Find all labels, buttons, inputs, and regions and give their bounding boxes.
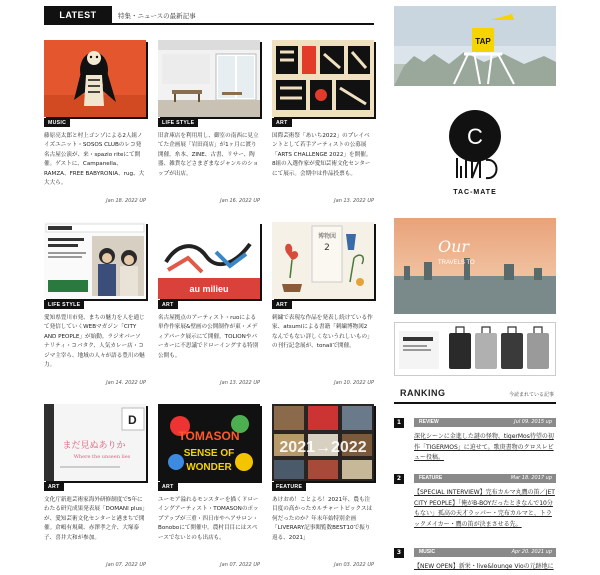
article-card[interactable] <box>272 404 374 568</box>
rank-category-bar[interactable] <box>414 548 556 557</box>
category-label[interactable]: FEATURE <box>272 482 306 491</box>
article-thumbnail[interactable] <box>158 40 260 117</box>
rank-number: 2 <box>394 474 404 484</box>
article-description[interactable]: 名古屋拠点のアーティスト・ruoによる単作作家展&壁画の公開制作が東・メディアパーク展示にて開催。TOLIONやパーカーに不思議でドローイングする特別公開も。 <box>158 315 259 359</box>
article-description[interactable]: 旧倉庫店を利用用し、御室の南西に見立てた企画展「岩田商店」が1ヶ月に渡り開催。糸本、ZINE、古書、リサー、陶器、雑貨などさまざまなジャンルのショップが出店。 <box>158 133 259 177</box>
svg-text:2021→2022: 2021→2022 <box>279 439 367 456</box>
latest-header <box>44 6 374 24</box>
rank-date: Jul 09. 2015 up <box>514 419 552 425</box>
svg-text:au milieu: au milieu <box>189 284 229 294</box>
article-thumbnail[interactable] <box>44 222 146 299</box>
svg-text:Where the unseen lies: Where the unseen lies <box>73 454 131 460</box>
tap-banner[interactable] <box>394 6 556 86</box>
rank-date: Mar 18. 2017 up <box>510 475 552 481</box>
rank-category[interactable]: MUSIC <box>419 549 436 555</box>
svg-text:SENSE OF: SENSE OF <box>183 448 235 459</box>
rank-category[interactable]: FEATURE <box>419 475 443 481</box>
article-card[interactable] <box>272 40 374 204</box>
article-description[interactable]: 国際芸術祭「あいち2022」のプレイベントとして若手アーティストの公募展「ARTS CHALLENGE 2022」を開催。8組の入選作家が愛知芸術文化センターにて展示。会期中は作品投票も。 <box>272 133 372 177</box>
article-date: Jan 07. 2022 UP <box>106 562 146 568</box>
rank-article-link[interactable]: 【NEW OPEN】新栄・live&lounge Vioの元跡地に <box>414 563 554 570</box>
category-label[interactable]: LIFE STYLE <box>158 118 198 127</box>
article-thumbnail[interactable] <box>272 222 374 299</box>
article-description[interactable]: ユーモア溢れるモンスターを描くドローイングアーティスト・TOMASONのポップアップが三重・四日市やヘアサロン・Bonoboにて開催中。農村目目にはスペースでないとのも出店も。 <box>158 497 259 541</box>
category-label[interactable]: ART <box>272 118 292 127</box>
article-date: Jan 03. 2022 UP <box>334 562 374 568</box>
tac-letter: C <box>467 124 483 149</box>
ranking-header <box>394 384 556 404</box>
header-divider <box>44 23 374 25</box>
article-thumbnail[interactable] <box>272 404 374 481</box>
article-date: Jan 13. 2022 UP <box>220 380 260 386</box>
category-label[interactable]: ART <box>44 482 64 491</box>
category-label[interactable]: ART <box>272 300 292 309</box>
article-description[interactable]: 文化庁新進芸術家海外研修制度で5年にわたる研究成果発表展「DOMANI plus」が、愛知芸術文化センターと港まちで開催。倉嶋有規蔵、赤澤孝之介、大塚泰子、喜井大和が参加。 <box>44 497 145 541</box>
rank-date: Apr 20. 2021 up <box>511 549 552 555</box>
our-sub-text: TRAVELS TO <box>438 260 475 266</box>
article-thumbnail[interactable] <box>272 40 374 117</box>
article-date: Jan 18. 2022 UP <box>106 198 146 204</box>
ranking-title: RANKING <box>400 388 446 398</box>
article-date: Jan 13. 2022 UP <box>334 198 374 204</box>
article-date: Jan 14. 2022 UP <box>106 380 146 386</box>
article-thumbnail[interactable] <box>44 404 146 481</box>
svg-text:WONDER: WONDER <box>186 462 232 473</box>
latest-tab[interactable]: LATEST <box>44 6 112 24</box>
article-description[interactable]: あけおめ！ことよろ！2021年、農も注目度の高かったカルチャートピックスは何だったのか？年末年始特別企画「LIVERARY記事閲覧数BEST10で振り返る、2021」 <box>272 497 373 541</box>
rank-number: 1 <box>394 418 404 428</box>
tac-logo-text: TAC-MATE <box>453 189 497 196</box>
article-thumbnail[interactable] <box>158 404 260 481</box>
rank-category-bar[interactable] <box>414 474 556 483</box>
category-label[interactable]: MUSIC <box>44 118 70 127</box>
article-card[interactable] <box>158 222 260 386</box>
rank-article-link[interactable]: 深化シーンに金進した謎の怪物、tigerMos待望の初作「TIGERMOS」に迫せて。歌庚書物のクロスレビュー投稿。 <box>414 433 554 461</box>
article-card[interactable] <box>158 40 260 204</box>
suitcase-banner[interactable] <box>394 322 556 376</box>
svg-text:まだ見ぬありか: まだ見ぬありか <box>62 441 126 451</box>
latest-subtitle: 特集・ニュースの最新記事 <box>118 11 196 20</box>
article-date: Jan 16. 2022 UP <box>220 198 260 204</box>
our-travels-banner[interactable] <box>394 218 556 314</box>
ranking-subtitle: 今読まれている記事 <box>508 392 554 398</box>
article-card[interactable] <box>44 222 146 386</box>
tap-sign-text: TAP <box>475 37 491 46</box>
rank-category[interactable]: REVIEW <box>419 419 439 425</box>
article-thumbnail[interactable] <box>158 222 260 299</box>
svg-text:2: 2 <box>324 243 330 253</box>
article-card[interactable] <box>44 40 146 204</box>
article-description[interactable]: 刺繍で表現な作品を発表し続けている作家、atsumiによる書籍「刺繍博物図2 なんでもない詳しくないうれしいもの」の刊行記念展が、tonaliで開催。 <box>272 315 373 350</box>
rank-category-bar[interactable] <box>414 418 556 427</box>
category-label[interactable]: ART <box>158 482 178 491</box>
article-card[interactable] <box>44 404 146 568</box>
rank-article-link[interactable]: 【SPECIAL INTERVIEW】完布カルマ丸鷹の笛／JET CITY PEOPLE】「俺がB-BOYだったときなんで10分もない」孤高の天才ラッパー・完布カルマと、トラックメイカー・鷹の笛が決まさせる先。 <box>414 489 555 528</box>
svg-text:D: D <box>128 413 137 427</box>
category-label[interactable]: ART <box>158 300 178 309</box>
category-label[interactable]: LIFE STYLE <box>44 300 84 309</box>
article-card[interactable] <box>272 222 374 386</box>
svg-text:TOMASON: TOMASON <box>178 429 240 443</box>
svg-text:博物図: 博物図 <box>317 233 337 240</box>
article-description[interactable]: 愛知県豊川市発、まちの魅力を人を通じて発信していくWEBマガジン「CITY AND PEOPLE」が始動。ラジオパーソナリティ・コバタク、人気カレー店・コジマ主宰ら、地域の人々が語る豊川の魅力。 <box>44 315 145 369</box>
article-card[interactable] <box>158 404 260 568</box>
article-date: Jan 07. 2022 UP <box>220 562 260 568</box>
article-description[interactable]: 藤原亮太郎と村上ゴンゾによる2人組ノイズユニット・SOSOS CLUBのレコ発名古屋公演が、来・spazio riteにて開催。ゲストに、Campanella、RAMZA、FREE BABYRONIA、rug、大大大ら。 <box>44 133 145 187</box>
our-text: Our <box>438 237 470 256</box>
article-thumbnail[interactable] <box>44 40 146 117</box>
tac-mate-banner[interactable] <box>394 100 556 200</box>
article-date: Jan 10. 2022 UP <box>334 380 374 386</box>
rank-number: 3 <box>394 548 404 558</box>
